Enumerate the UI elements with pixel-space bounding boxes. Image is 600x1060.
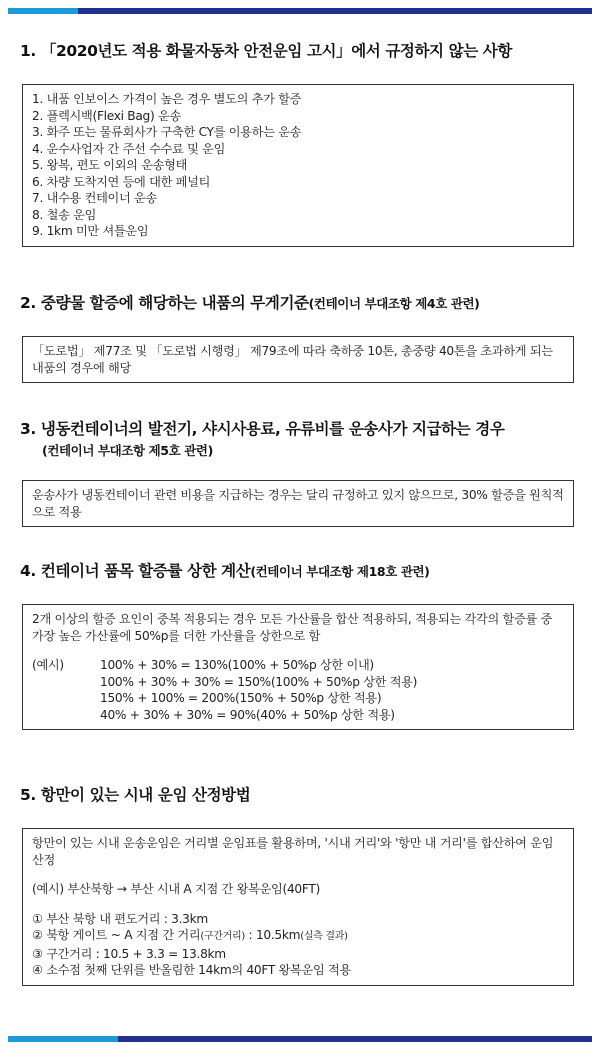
section2-body: 「도로법」 제77조 및 「도로법 시행령」 제79조에 따라 축하중 10톤, 총중량 40톤을 초과하게 되는 내품의 경우에 해당 — [32, 344, 553, 375]
section5-step-3: ③ 구간거리 : 10.5 + 3.3 = 13.8km — [32, 946, 226, 961]
section3-body: 운송사가 냉동컨테이너 관련 비용을 지급하는 경우는 달리 규정하고 있지 않으므로, 30% 할증을 원칙적으로 적용 — [32, 488, 564, 519]
list-item: 1. 내품 인보이스 가격이 높은 경우 별도의 추가 할증 — [32, 92, 302, 106]
example-lines — [100, 657, 417, 723]
section2-box — [22, 336, 574, 383]
list-item: 5. 왕복, 편도 이외의 운송형태 — [32, 158, 188, 172]
section3-box — [22, 480, 574, 527]
section4-box — [22, 604, 574, 730]
section5-box — [22, 828, 574, 986]
section5-step-1: ① 부산 북항 내 편도거리 : 3.3km — [32, 911, 208, 926]
section1-list — [32, 91, 564, 240]
section1-title: 1. 「2020년도 적용 화물자동차 안전운임 고시」에서 규정하지 않는 사항 — [20, 42, 512, 60]
list-item: 7. 내수용 컨테이너 운송 — [32, 191, 158, 205]
example-line: 100% + 30% = 130%(100% + 50%p 상한 이내) — [100, 658, 374, 672]
list-item: 3. 화주 또는 물류회사가 구축한 CY를 이용하는 운송 — [32, 125, 302, 139]
list-item: 8. 철송 운임 — [32, 207, 97, 222]
section5-step-2: ② 북항 게이트 ~ A 지점 간 거리(구간거리) : 10.5km(실측 결과) — [32, 928, 348, 942]
section5-body: 항만이 있는 시내 운송운임은 거리별 운임표를 활용하며, '시내 거리'와 '항만 내 거리'를 합산하여 운임 산정 — [32, 836, 554, 867]
section3-subtitle: (컨테이너 부대조항 제5호 관련) — [42, 443, 213, 458]
example-line: 100% + 30% + 30% = 150%(100% + 50%p 상한 적용) — [100, 674, 418, 689]
section5-step-4: ④ 소수점 첫째 단위를 반올림한 14km의 40FT 왕복운임 적용 — [32, 963, 351, 977]
section2-subtitle: (컨테이너 부대조항 제4호 관련) — [308, 296, 480, 311]
section5-title: 5. 항만이 있는 시내 운임 산정방법 — [20, 786, 251, 804]
top-accent-bar — [8, 8, 592, 14]
example-label: (예시) — [32, 658, 64, 672]
example-line: 40% + 30% + 30% = 90%(40% + 50%p 상한 적용) — [100, 707, 395, 722]
bottom-accent-bar — [8, 1036, 592, 1042]
example-line: 150% + 100% = 200%(150% + 50%p 상한 적용) — [100, 691, 382, 705]
section1-box — [22, 84, 574, 247]
section5-example: (예시) 부산북항 → 부산 시내 A 지점 간 왕복운임(40FT) — [32, 882, 320, 896]
section4-body: 2개 이상의 할증 요인이 중복 적용되는 경우 모든 가산률을 합산 적용하되, 적용되는 각각의 할증률 중 가장 높은 가산률에 50%p를 더한 가산률을 상한으로 함 — [32, 612, 552, 643]
list-item: 9. 1km 미만 셔틀운임 — [32, 224, 149, 238]
section4-title: 4. 컨테이너 품목 할증률 상한 계산(컨테이너 부대조항 제18호 관련) — [20, 562, 430, 580]
section2-title: 2. 중량물 할증에 해당하는 내품의 무게기준(컨테이너 부대조항 제4호 관련) — [20, 294, 480, 312]
list-item: 2. 플렉시백(Flexi Bag) 운송 — [32, 108, 181, 123]
section3-title: 3. 냉동컨테이너의 발전기, 샤시사용료, 유류비를 운송사가 지급하는 경우 (컨테이너 부대조항 제5호 관련) — [20, 418, 584, 462]
list-item: 6. 차량 도착지연 등에 대한 페널티 — [32, 174, 211, 189]
example-block — [32, 657, 564, 723]
list-item: 4. 운수사업자 간 주선 수수료 및 운임 — [32, 141, 226, 156]
section4-subtitle: (컨테이너 부대조항 제18호 관련) — [250, 564, 430, 579]
